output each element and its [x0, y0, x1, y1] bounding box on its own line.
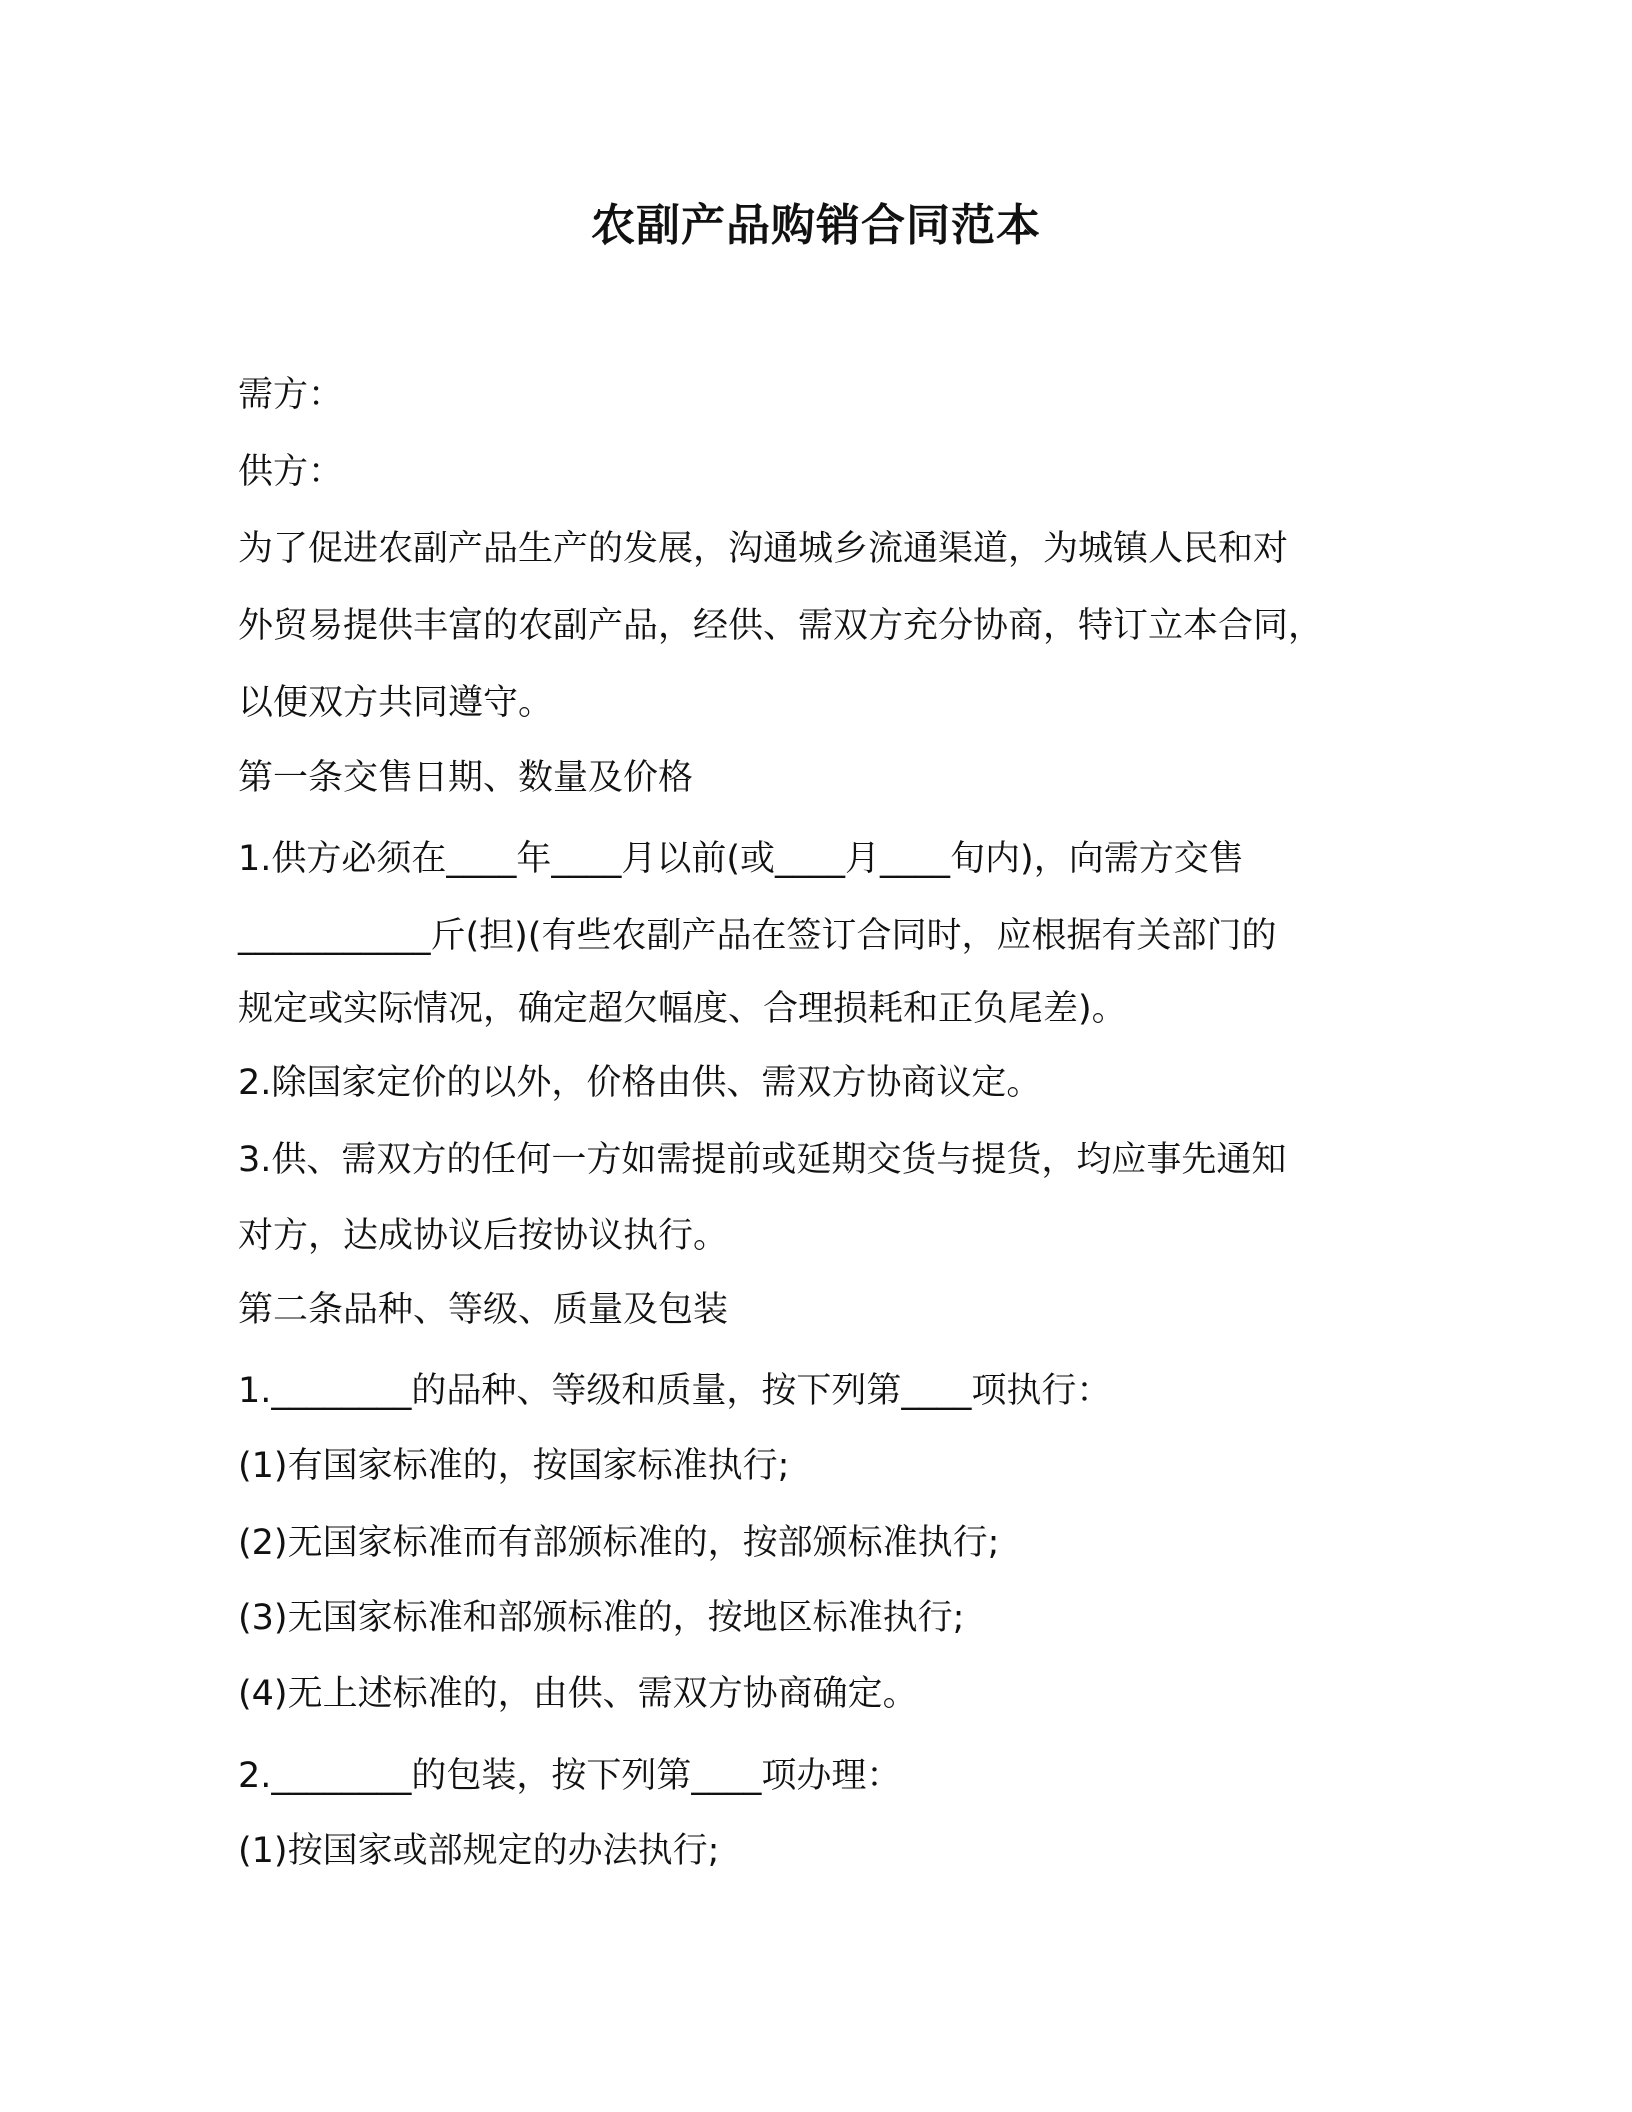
article2-item2-option-1: (1)按国家或部规定的办法执行; — [238, 1831, 720, 1871]
article2-item1-option-2: (2)无国家标准而有部颁标准的，按部颁标准执行; — [238, 1523, 1000, 1563]
article1-heading: 第一条交售日期、数量及价格 — [238, 758, 694, 798]
article1-item1-line-3: 规定或实际情况，确定超欠幅度、合理损耗和正负尾差)。 — [238, 989, 1127, 1029]
article1-item3-line-2: 对方，达成协议后按协议执行。 — [238, 1216, 729, 1256]
article2-item1-option-4: (4)无上述标准的，由供、需双方协商确定。 — [238, 1674, 918, 1714]
article2-item2: 2.________的包装，按下列第____项办理： — [238, 1756, 902, 1796]
article2-heading: 第二条品种、等级、质量及包装 — [238, 1290, 729, 1330]
document-title: 农副产品购销合同范本 — [591, 200, 1041, 251]
article2-item1-option-1: (1)有国家标准的，按国家标准执行; — [238, 1446, 790, 1486]
preamble-line-1: 为了促进农副产品生产的发展，沟通城乡流通渠道，为城镇人民和对 — [238, 529, 1289, 569]
article2-item1: 1.________的品种、等级和质量，按下列第____项执行： — [238, 1371, 1112, 1411]
article1-item1-line-2: ___________斤(担)(有些农副产品在签订合同时，应根据有关部门的 — [238, 916, 1277, 956]
preamble-line-2: 外贸易提供丰富的农副产品，经供、需双方充分协商，特订立本合同， — [238, 606, 1324, 646]
article2-item1-option-3: (3)无国家标准和部颁标准的，按地区标准执行; — [238, 1598, 965, 1638]
buyer-label: 需方： — [238, 375, 344, 415]
article1-item1-line-1: 1.供方必须在____年____月以前(或____月____旬内)，向需方交售 — [238, 839, 1244, 879]
article1-item2: 2.除国家定价的以外，价格由供、需双方协商议定。 — [238, 1063, 1042, 1103]
article1-item3-line-1: 3.供、需双方的任何一方如需提前或延期交货与提货，均应事先通知 — [238, 1140, 1287, 1180]
preamble-line-3: 以便双方共同遵守。 — [238, 683, 554, 723]
seller-label: 供方： — [238, 452, 344, 492]
